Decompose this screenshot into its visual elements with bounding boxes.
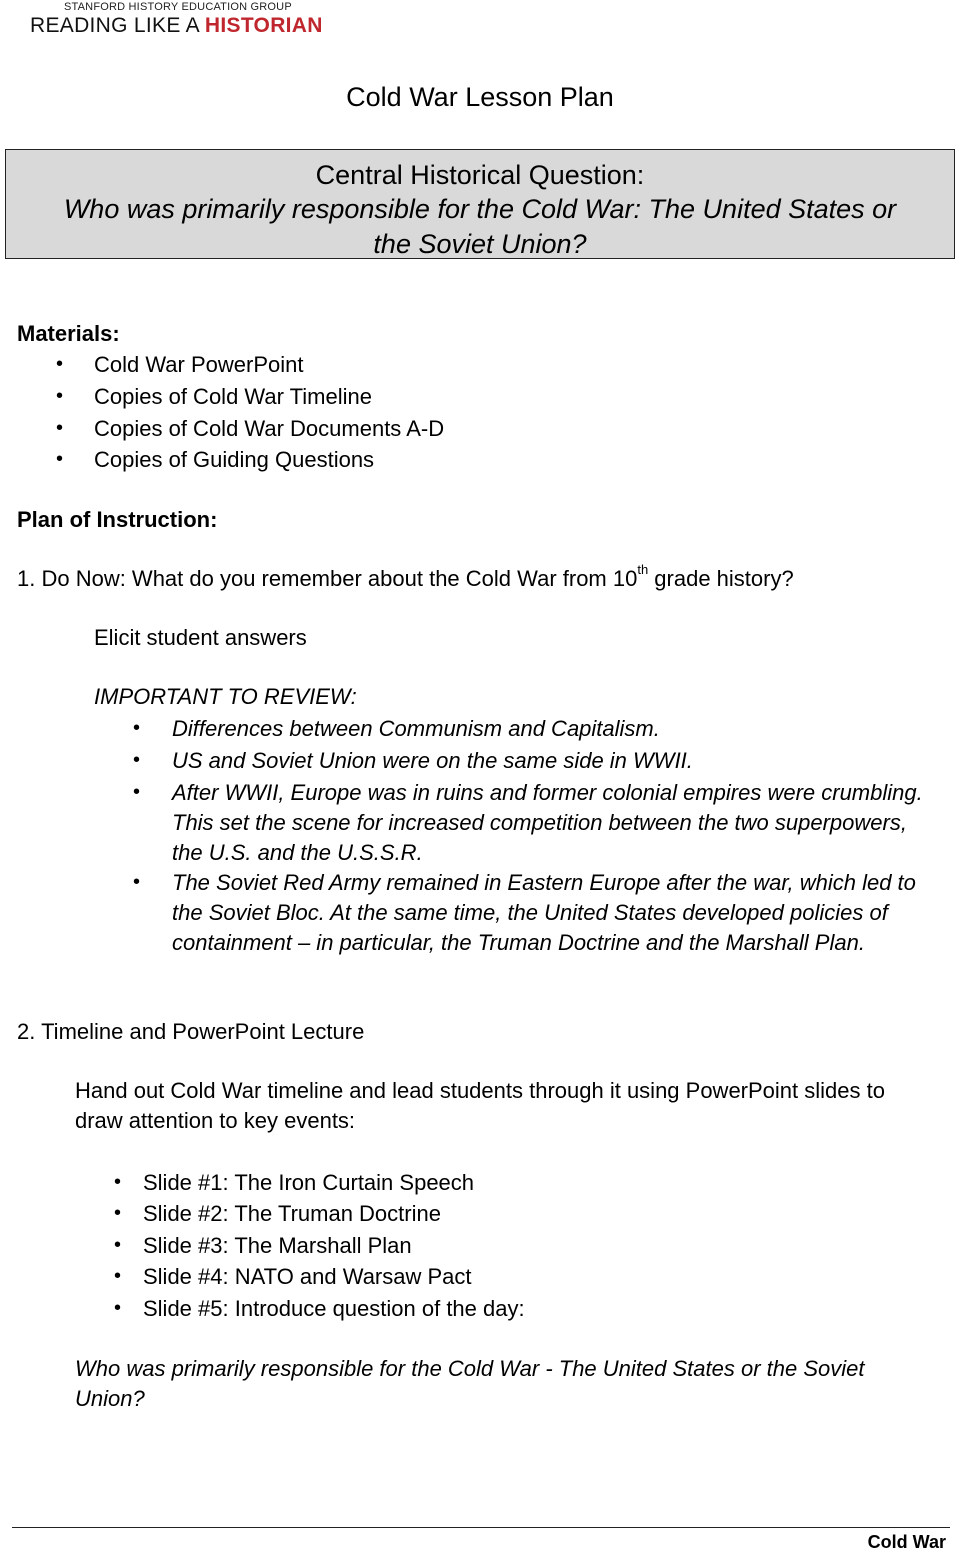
step1-text-end: grade history? [648, 566, 794, 591]
step2-heading: 2. Timeline and PowerPoint Lecture [17, 1019, 365, 1044]
slide-item: Slide #2: The Truman Doctrine [143, 1201, 441, 1226]
org-name: STANFORD HISTORY EDUCATION GROUP [64, 1, 292, 13]
material-item: Copies of Cold War Documents A-D [94, 416, 445, 441]
bullet-icon: • [133, 871, 141, 893]
materials-heading: Materials: [17, 321, 120, 346]
footer-label: Cold War [867, 1532, 946, 1552]
bullet-icon: • [56, 385, 64, 407]
plan-heading: Plan of Instruction: [17, 507, 218, 532]
step1-sup: th [637, 562, 649, 577]
logo-text: READING LIKE A [30, 14, 205, 37]
page-title: Cold War Lesson Plan [346, 82, 614, 112]
material-item: Copies of Guiding Questions [94, 447, 375, 472]
review-item: After WWII, Europe was in ruins and former colonial empires were crumbling. This set the scene for increased competition between the two superpowers, the U.S. and the U.S.S.R. [172, 780, 923, 865]
bullet-icon: • [56, 448, 64, 470]
step1-question [17, 562, 794, 592]
material-item: Copies of Cold War Timeline [94, 384, 372, 409]
slide-item: Slide #3: The Marshall Plan [143, 1233, 412, 1258]
step2-intro: Hand out Cold War timeline and lead students through it using PowerPoint slides to draw attention to key events: [75, 1078, 885, 1133]
bullet-icon: • [56, 417, 64, 439]
logo [30, 14, 323, 38]
central-question-line1: Who was primarily responsible for the Cold War: The United States or [63, 194, 897, 224]
review-item: The Soviet Red Army remained in Eastern Europe after the war, which led to the Soviet Bloc. At the same time, the United States developed policies of containment – in particular, the Truman Doctrine and the Marshall Plan. [172, 870, 916, 955]
review-item: Differences between Communism and Capitalism. [172, 716, 660, 741]
footer-divider [12, 1527, 950, 1528]
step1-text: 1. Do Now: What do you remember about the Cold War from 10 [17, 566, 638, 591]
bullet-icon: • [114, 1171, 122, 1193]
bullet-icon: • [114, 1234, 122, 1256]
bullet-icon: • [133, 749, 141, 771]
bullet-icon: • [114, 1297, 122, 1319]
slide-item: Slide #5: Introduce question of the day: [143, 1296, 525, 1321]
central-question-line2: the Soviet Union? [373, 229, 587, 259]
central-question-heading: Central Historical Question: [315, 160, 645, 190]
review-item: US and Soviet Union were on the same side in WWII. [172, 748, 693, 773]
slide-item: Slide #1: The Iron Curtain Speech [143, 1170, 475, 1195]
central-question-box [5, 149, 955, 259]
logo-accent: HISTORIAN [204, 14, 323, 37]
bullet-icon: • [114, 1265, 122, 1287]
step1-elicit: Elicit student answers [94, 625, 307, 650]
bullet-icon: • [133, 717, 141, 739]
bullet-icon: • [56, 353, 64, 375]
material-item: Cold War PowerPoint [94, 352, 304, 377]
bullet-icon: • [133, 781, 141, 803]
bullet-icon: • [114, 1202, 122, 1224]
question-of-the-day: Who was primarily responsible for the Cold War - The United States or the Soviet Union? [75, 1356, 865, 1411]
review-heading: IMPORTANT TO REVIEW: [94, 684, 357, 709]
slide-item: Slide #4: NATO and Warsaw Pact [143, 1264, 472, 1289]
